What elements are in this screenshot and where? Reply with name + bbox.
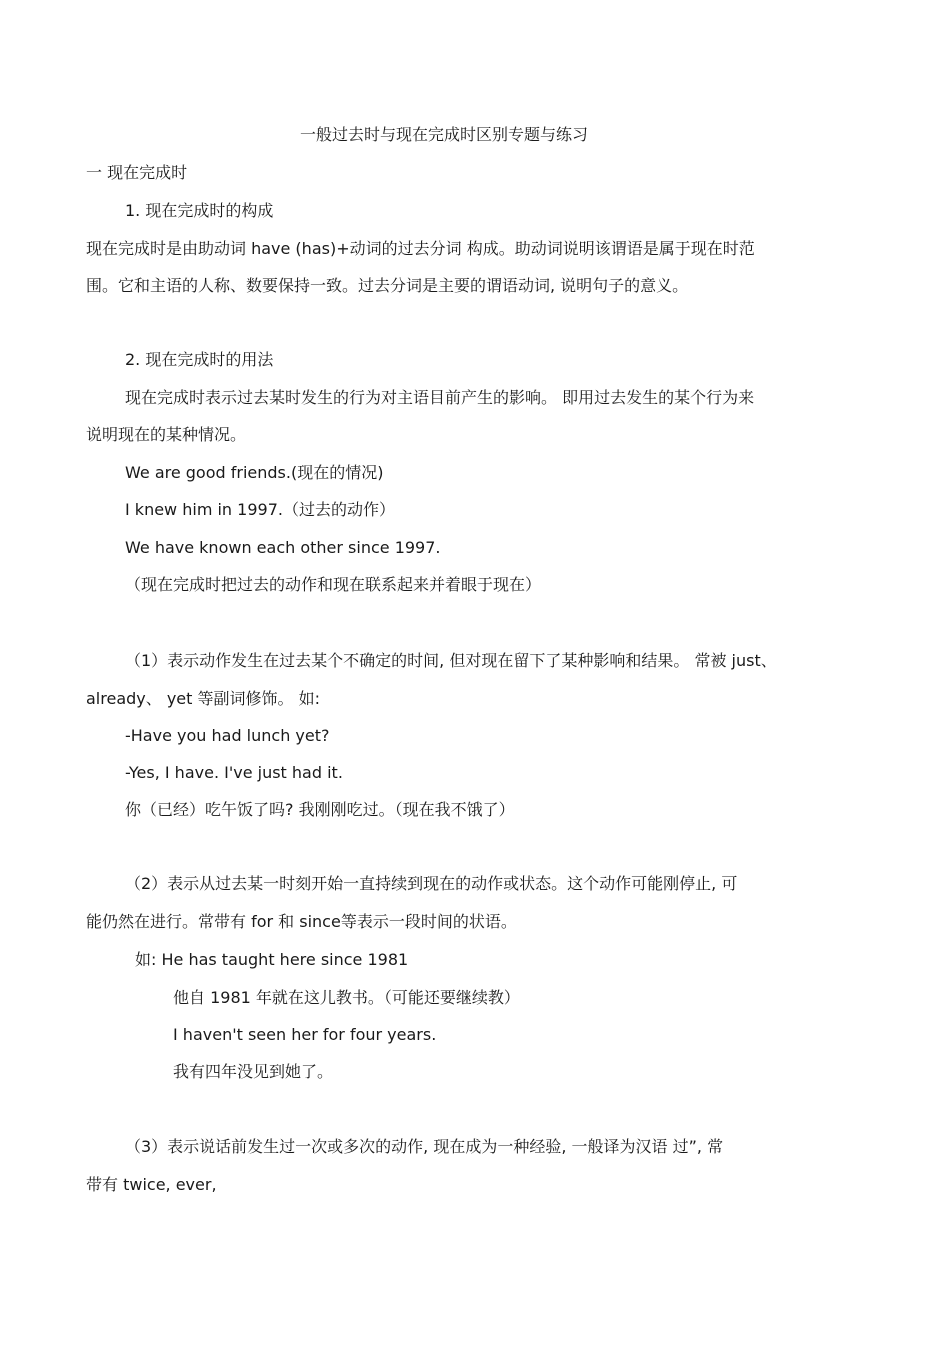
paragraph-line: 围。它和主语的人称、数要保持一致。过去分词是主要的谓语动词, 说明句子的意义。 [86, 276, 689, 295]
paragraph-line: 现在完成时是由助动词 have (has)+动词的过去分词 构成。助动词说明该谓语是属于现在时范 [86, 239, 755, 258]
section-heading: 一 现在完成时 [86, 163, 188, 182]
example-line: 我有四年没见到她了。 [173, 1062, 334, 1081]
example-line: We have known each other since 1997. [125, 538, 441, 557]
subsection-heading: 2. 现在完成时的用法 [125, 350, 274, 369]
example-note: （现在完成时把过去的动作和现在联系起来并着眼于现在） [125, 575, 542, 594]
example-line: 你（已经）吃午饭了吗? 我刚刚吃过。（现在我不饿了） [125, 800, 515, 819]
example-line: -Yes, I have. I've just had it. [125, 763, 343, 782]
example-line: We are good friends.(现在的情况) [125, 463, 384, 482]
paragraph-line: 说明现在的某种情况。 [86, 425, 247, 444]
paragraph-line: （1）表示动作发生在过去某个不确定的时间, 但对现在留下了某种影响和结果。 常被 just、 [125, 651, 777, 670]
paragraph-line: 现在完成时表示过去某时发生的行为对主语目前产生的影响。 即用过去发生的某个行为来 [125, 388, 755, 407]
example-line: I haven't seen her for four years. [173, 1025, 437, 1044]
paragraph-line: 能仍然在进行。常带有 for 和 since等表示一段时间的状语。 [86, 912, 517, 931]
example-line: I knew him in 1997.（过去的动作） [125, 500, 395, 519]
example-line: -Have you had lunch yet? [125, 726, 330, 745]
paragraph-line: already、 yet 等副词修饰。 如: [86, 689, 320, 708]
paragraph-line: （3）表示说话前发生过一次或多次的动作, 现在成为一种经验, 一般译为汉语 过”, 常 [125, 1137, 724, 1156]
paragraph-line: 带有 twice, ever, [86, 1175, 217, 1194]
example-line: 如: He has taught here since 1981 [135, 950, 409, 969]
paragraph-line: （2）表示从过去某一时刻开始一直持续到现在的动作或状态。这个动作可能刚停止, 可 [125, 874, 738, 893]
subsection-heading: 1. 现在完成时的构成 [125, 201, 274, 220]
example-line: 他自 1981 年就在这儿教书。（可能还要继续教） [173, 988, 520, 1007]
page-title: 一般过去时与现在完成时区别专题与练习 [300, 125, 589, 144]
